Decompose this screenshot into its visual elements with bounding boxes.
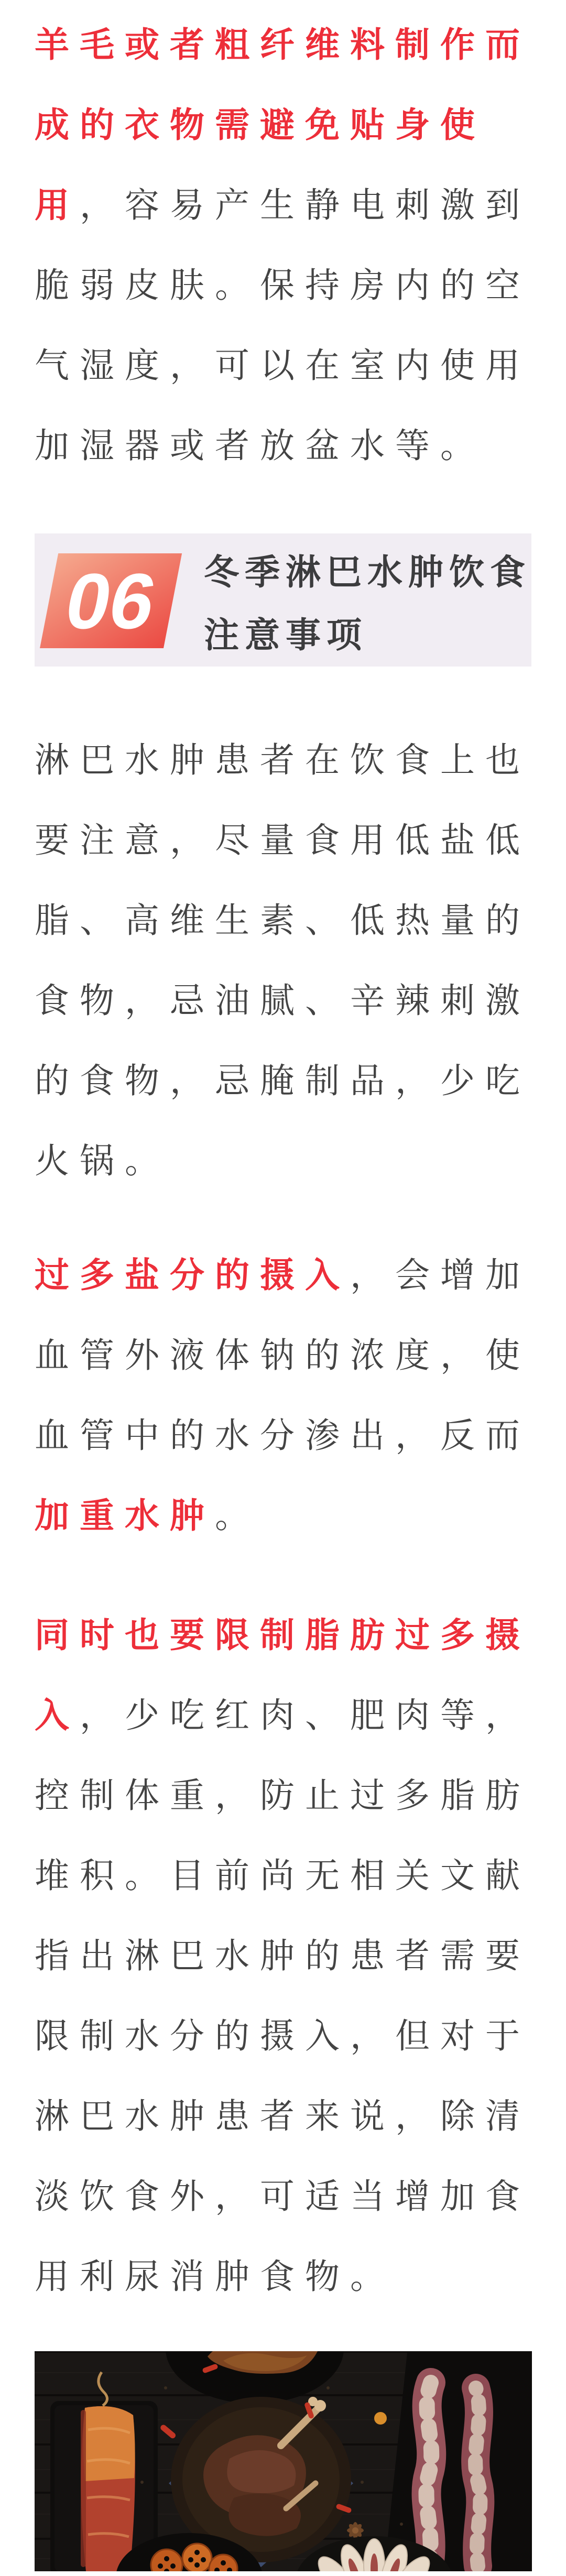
section-number-badge [40, 553, 182, 648]
highlighted-text: 成的衣物需避免贴身使 [35, 105, 485, 144]
highlighted-text: 过多盐分的摄入 [35, 1256, 350, 1294]
text-line [35, 165, 531, 245]
body-text: 淋巴水肿患者来说，除清 [35, 2097, 530, 2135]
text-line [35, 1315, 531, 1395]
text-line [35, 1235, 531, 1315]
article-body [0, 5, 566, 2571]
text-line [35, 325, 531, 406]
body-text: 限制水分的摄入，但对于 [35, 2016, 530, 2055]
text-line [35, 880, 531, 960]
paragraph-fat-water-intake [35, 1595, 531, 2317]
lotus-slice [182, 2544, 212, 2571]
text-line [35, 5, 531, 85]
body-text: 气湿度，可以在室内使用 [35, 346, 530, 385]
text-line [35, 800, 531, 880]
body-text: 加湿器或者放盆水等。 [35, 426, 485, 465]
kumquat [374, 2412, 387, 2425]
paragraph-winter-clothing [35, 5, 531, 486]
text-line [35, 1836, 531, 1916]
body-text: 火锅。 [35, 1141, 170, 1180]
bacon-tray [50, 2372, 158, 2571]
body-text: ，少吃红肉、肥肉等， [80, 1696, 530, 1734]
body-text: 脆弱皮肤。保持房内的空 [35, 266, 530, 304]
text-line [35, 720, 531, 800]
body-text: 脂、高维生素、低热量的 [35, 901, 530, 940]
text-line [35, 1476, 531, 1556]
highlighted-text: 羊毛或者粗纤维料制作而 [35, 25, 530, 64]
text-line [35, 960, 531, 1041]
body-text: ，会增加 [350, 1256, 530, 1294]
body-text: ，容易产生静电刺激到 [80, 185, 530, 224]
section-title-line: 冬季淋巴水肿饮食 [204, 553, 531, 592]
body-text: 指出淋巴水肿的患者需要 [35, 1936, 530, 1975]
text-line [35, 2156, 531, 2236]
text-line [35, 2076, 531, 2156]
section-title [204, 541, 531, 667]
text-line [35, 1121, 531, 1201]
text-line [35, 1755, 531, 1836]
body-text: 堆积。目前尚无相关文献 [35, 1856, 530, 1895]
text-line [35, 1916, 531, 1996]
cured-meats-platter-photo [35, 2351, 532, 2571]
body-text: 血管中的水分渗出，反而 [35, 1416, 530, 1455]
text-line [35, 85, 531, 165]
star-anise-icon [347, 2522, 364, 2539]
paragraph-diet-basics [35, 720, 531, 1201]
body-text: 食物，忌油腻、辛辣刺激 [35, 981, 530, 1020]
highlighted-text: 用 [35, 185, 80, 224]
bacon-slab [81, 2406, 135, 2571]
cured-sausage-strips [384, 2351, 532, 2571]
body-text: 控制体重，防止过多脂肪 [35, 1776, 530, 1815]
text-line [35, 245, 531, 325]
highlighted-text: 加重水肿 [35, 1496, 215, 1535]
text-line [35, 1041, 531, 1121]
section-header-06 [35, 533, 531, 667]
body-text: 淋巴水肿患者在饮食上也 [35, 740, 530, 779]
body-text: 要注意，尽量食用低盐低 [35, 821, 530, 859]
section-title-line: 注意事项 [204, 616, 367, 655]
text-line [35, 1595, 531, 1675]
section-number: 06 [58, 556, 164, 645]
body-text: 血管外液体钠的浓度，使 [35, 1336, 530, 1374]
body-text: 的食物，忌腌制品，少吃 [35, 1061, 530, 1100]
body-text: 用利尿消肿食物。 [35, 2257, 395, 2296]
highlighted-text: 入 [35, 1696, 80, 1734]
text-line [35, 1675, 531, 1755]
highlighted-text: 同时也要限制脂肪过多摄 [35, 1616, 530, 1654]
body-text: 。 [215, 1496, 260, 1535]
text-line [35, 1395, 531, 1476]
text-line [35, 2236, 531, 2317]
text-line [35, 1996, 531, 2076]
text-line [35, 406, 531, 486]
paragraph-salt-intake [35, 1235, 531, 1556]
body-text: 淡饮食外，可适当增加食 [35, 2177, 530, 2215]
